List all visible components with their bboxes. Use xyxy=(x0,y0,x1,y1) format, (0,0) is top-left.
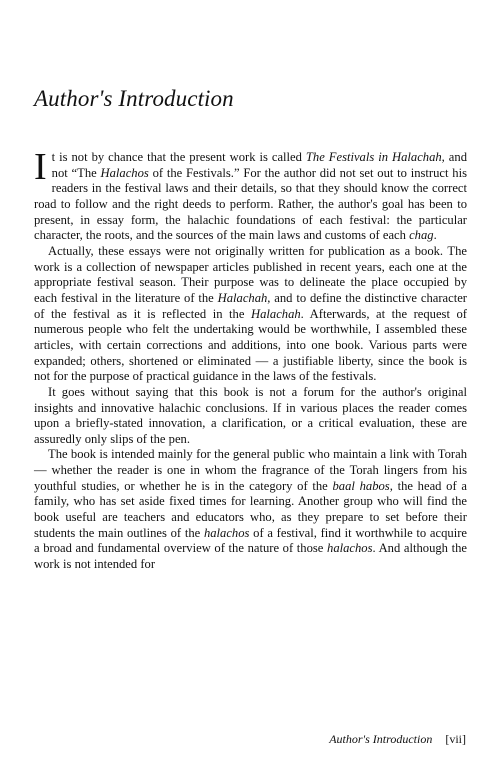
italic-run: Halachah xyxy=(217,290,268,305)
text-run: . xyxy=(433,228,437,243)
paragraph-2 xyxy=(34,244,467,385)
italic-run: halachos xyxy=(327,541,373,556)
paragraph-text xyxy=(34,146,467,243)
text-run: The book is intended mainly for the general public who maintain a link with Torah — whether the reader is one in whom the fragrance of the Torah lingers from his youthful studies, or whether he is in the category of the xyxy=(34,447,467,493)
text-run: . Afterwards, at the request of numerous people who felt the undertaking would be worthwhile, I assembled these articles, with certain corrections and additions, into one book. Various parts were expanded; others, shortened or eliminated — a justifiable liberty, since the book is not for the purpose of practical guidance in the laws of the festivals. xyxy=(34,306,467,384)
text-run: , and to define the distinctive character of the festival as it is reflected in the xyxy=(34,290,467,321)
page-footer xyxy=(329,732,466,747)
text-run: of the Festivals.” For the author did not set out to instruct his readers in the festival laws and their details, so that they should know the correct road to follow and the right deeds to perform. Rather, the author's goal has been to present, in essay form, the halachic foundations of each festival: the particular character, the roots, and the sources of the main laws and customs of each xyxy=(34,165,467,243)
italic-run: chag xyxy=(409,228,434,243)
running-title: Author's Introduction xyxy=(329,732,433,746)
paragraph-4 xyxy=(34,447,467,572)
italic-run: Halachos xyxy=(100,165,149,180)
italic-run: halachos xyxy=(203,525,250,540)
italic-run: baal habos xyxy=(332,478,390,493)
text-run: and not “The xyxy=(51,150,467,180)
italic-run: The Festivals in Halachah, xyxy=(305,150,445,164)
paragraph-text xyxy=(34,385,467,446)
chapter-title: Author's Introduction xyxy=(34,86,234,111)
text-run: , the head of a family, who has set aside fixed times for learning. Another group who will find the book useful are teachers and educators who, as they prepare to set before their students the main outlines of the xyxy=(34,478,467,540)
text-run: of a festival, find it worthwhile to acquire a broad and fundamental overview of the nature of those xyxy=(34,525,467,556)
text-run: It goes without saying that this book is not a forum for the author's original insights and innovative halachic conclusions. If in various places the reader comes upon a briefly-stated innovation, a clarification, or a critical evaluation, these are assuredly only slips of the pen. xyxy=(34,384,467,446)
paragraph-3 xyxy=(34,385,467,448)
body-text xyxy=(34,146,468,573)
italic-run: Halachah xyxy=(251,306,301,321)
paragraph-1 xyxy=(34,146,467,244)
text-run: t is not by chance that the present work is called xyxy=(51,150,306,164)
text-run: Actually, these essays were not originally written for publication as a book. The work is a collection of newspaper articles published in recent years, each one at the appropriate festival season. Their purpose was to delineate the place occupied by each festival in the literature of the xyxy=(34,243,467,305)
paragraph-text xyxy=(34,447,467,571)
page-number: [vii] xyxy=(445,732,466,746)
drop-cap: I xyxy=(34,146,47,188)
text-run: . And although the work is not intended for xyxy=(34,541,468,572)
paragraph-text xyxy=(34,244,467,383)
